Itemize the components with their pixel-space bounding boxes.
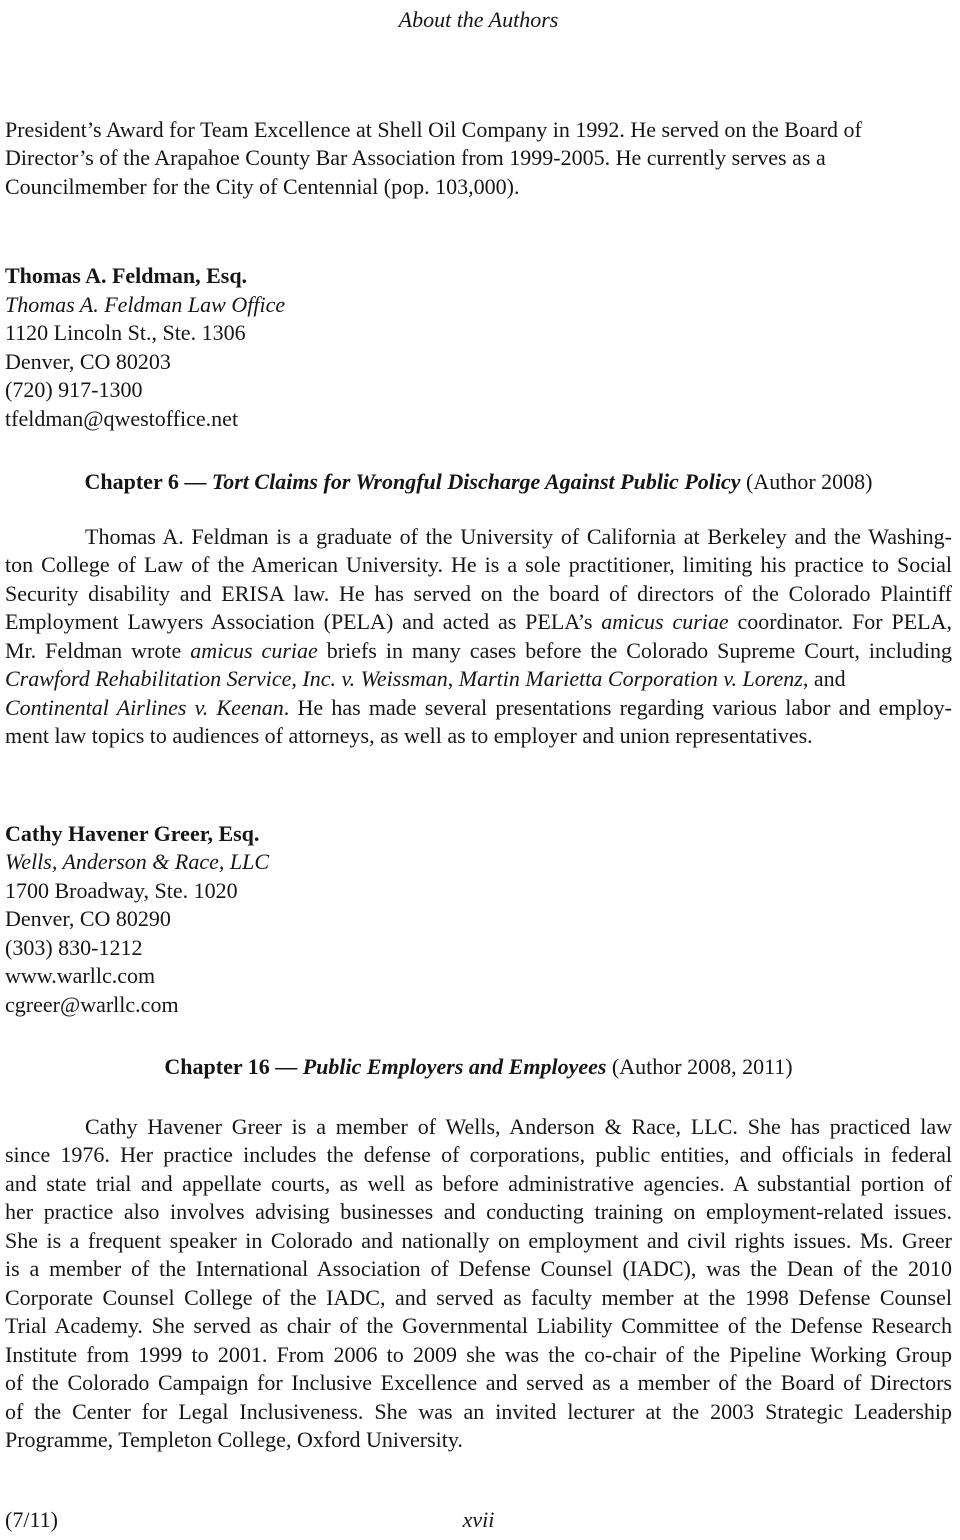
text-line [5,962,952,991]
page-number: xvii [462,1507,495,1532]
text-run: Employment Lawyers Association (PELA) and acted as PELA’s [5,609,602,634]
text-run: ment law topics to audiences of attorneys, as well as to employer and union representatives. [5,723,813,748]
text-run: Institute from 1999 to 2001. From 2006 to 2009 she was the co-chair of the Pipeline Working Group [5,1341,952,1367]
text-run: and state trial and appellate courts, as well as before administrative agencies. A substantial portion of [5,1170,952,1196]
text-line [5,848,952,877]
text-line [5,608,952,637]
edition-date: (7/11) [5,1507,58,1532]
chapter-6-credit-heading [5,468,952,497]
text-run: (Author 2008) [740,469,873,494]
text-line [5,551,952,580]
text-run: Mr. Feldman wrote [5,637,191,663]
text-run: Chapter 6 — [84,469,212,494]
text-line [5,1113,952,1142]
text-line [5,1341,952,1370]
text-line [5,116,952,145]
text-line [5,1170,952,1199]
text-line [5,722,952,751]
text-line [5,1255,952,1284]
text-run: , [447,666,459,691]
text-line [5,523,952,552]
running-header-title: About the Authors [398,7,559,32]
text-run: of the Colorado Campaign for Inclusive Excellence and served as a member of the Board of Directors [5,1370,952,1395]
text-line [5,1426,952,1455]
text-run: Thomas A. Feldman Law Office [5,291,286,317]
text-run: coordinator. For PELA, [728,609,952,634]
text-line [5,144,952,173]
text-run: Crawford Rehabilitation Service, Inc. v. Weissman [5,666,448,691]
text-line [5,580,952,609]
text-line [5,348,952,377]
text-run: Director’s of the Arapahoe County Bar Association from 1999-2005. He currently serves as a [5,145,826,170]
text-run: Tort Claims for Wrongful Discharge Against Public Policy [211,469,741,494]
text-run: since 1976. Her practice includes the defense of corporations, public entities, and officials in federal [5,1142,952,1167]
text-run: Trial Academy. She served as chair of the Governmental Liability Committee of the Defense Research [5,1313,952,1338]
text-run: briefs in many cases before the Colorado Supreme Court, including [317,637,953,663]
text-line [5,319,952,348]
text-line [5,1369,952,1398]
text-run: 1700 Broadway, Ste. 1020 [5,877,238,903]
text-line [5,173,952,202]
text-line [5,877,952,906]
text-line [5,934,952,963]
text-run: Wells, Anderson & Race, LLC [5,849,270,874]
intro-paragraph [5,116,952,202]
text-line [5,820,952,849]
text-line [5,991,952,1020]
text-run: Denver, CO 80203 [5,348,171,374]
text-run: Thomas A. Feldman, Esq. [5,263,248,288]
text-line [5,291,952,320]
page-footer [5,1506,952,1535]
text-run: She is a frequent speaker in Colorado and nationally on employment and civil rights issues. Ms. Greer [5,1227,952,1253]
text-line [5,1312,952,1341]
text-run: her practice also involves advising businesses and conducting training on employment-related issues. [5,1199,952,1224]
text-run: Cathy Havener Greer is a member of Wells, Anderson & Race, LLC. She has practiced law [85,1113,952,1139]
text-run: President’s Award for Team Excellence at Shell Oil Company in 1992. He served on the Board of [5,116,862,142]
greer-bio-paragraph [5,1113,952,1455]
text-run: (Author 2008, 2011) [606,1054,793,1079]
text-line [5,694,952,723]
text-line [5,1198,952,1227]
text-line [5,905,952,934]
feldman-contact-block [5,262,952,433]
text-line [5,637,952,666]
text-run: is a member of the International Association of Defense Counsel (IADC), was the Dean of the 2010 [5,1256,952,1281]
text-run: Denver, CO 80290 [5,906,171,931]
text-run: Thomas A. Feldman is a graduate of the University of California at Berkeley and the Washing- [85,523,952,549]
text-run: (720) 917-1300 [5,377,143,402]
text-run: ton College of Law of the American University. He is a sole practitioner, limiting his practice to Social [5,552,952,577]
text-run: Councilmember for the City of Centennial (pop. 103,000). [5,173,520,199]
greer-contact-block [5,820,952,1020]
text-line [5,1141,952,1170]
text-line [5,262,952,291]
text-line [5,376,952,405]
text-run: Corporate Counsel College of the IADC, and served as faculty member at the 1998 Defense Counsel [5,1284,952,1310]
text-run: . He has made several presentations regarding various labor and employ- [283,694,952,720]
text-run: 1120 Lincoln St., Ste. 1306 [5,320,246,345]
text-run: Continental Airlines v. Keenan [5,694,284,720]
text-run: Martin Marietta Corporation v. Lorenz [458,666,803,691]
text-line [5,405,952,434]
text-line [5,1398,952,1427]
text-run: tfeldman@qwestoffice.net [5,405,239,431]
text-run: amicus curiae [601,609,729,634]
feldman-bio-paragraph [5,523,952,751]
text-run: cgreer@warllc.com [5,991,179,1017]
text-run: amicus curiae [190,637,318,663]
text-run: Security disability and ERISA law. He has served on the board of directors of the Colorado Plaintiff [5,580,952,606]
text-run: Public Employers and Employees [302,1054,607,1079]
text-run: Cathy Havener Greer, Esq. [5,820,260,846]
text-run: www.warllc.com [5,963,156,988]
chapter-16-credit-heading [5,1053,952,1082]
text-run: , and [802,666,846,691]
text-run: Chapter 16 — [164,1054,303,1079]
text-line [5,1227,952,1256]
text-line [5,665,952,694]
text-run: of the Center for Legal Inclusiveness. She was an invited lecturer at the 2003 Strategic Leadership [5,1398,952,1424]
text-run: (303) 830-1212 [5,934,143,960]
text-line [5,1284,952,1313]
text-run: Programme, Templeton College, Oxford University. [5,1427,463,1452]
